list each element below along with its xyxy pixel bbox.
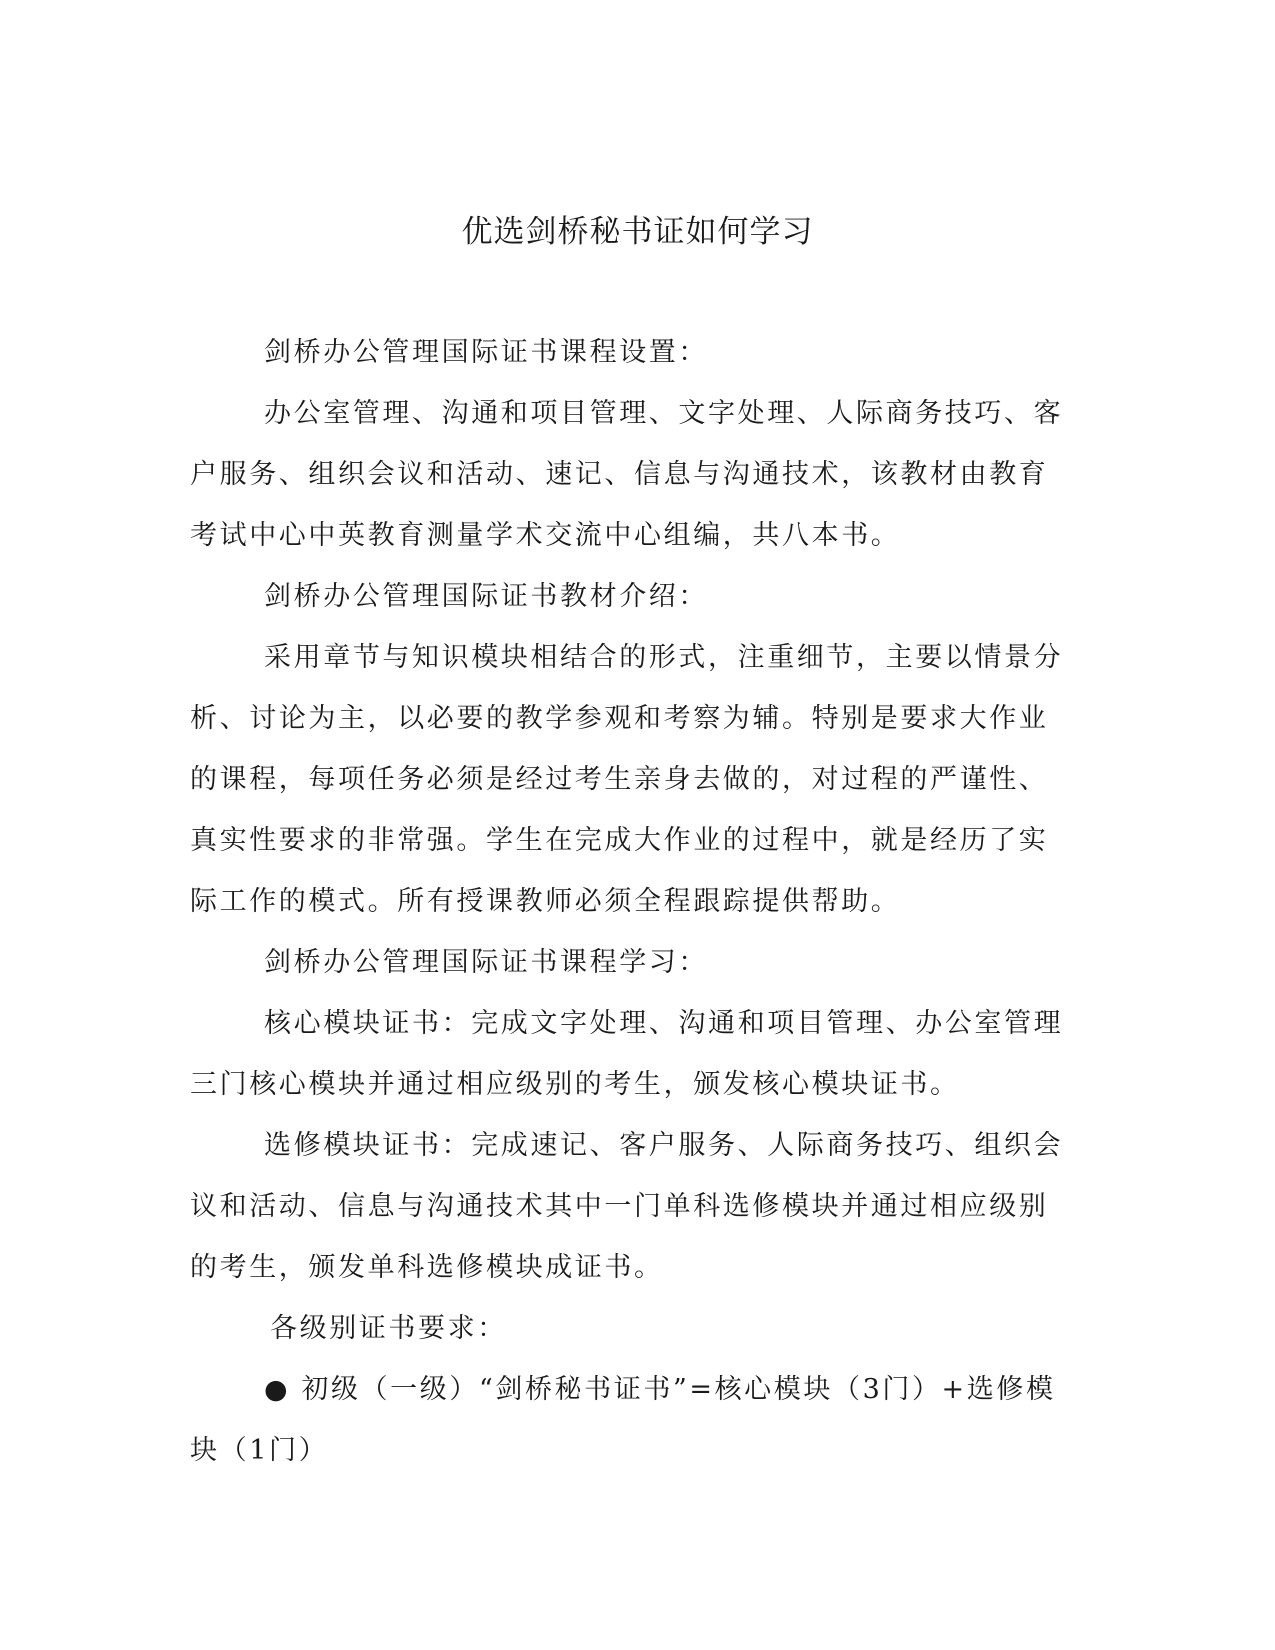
page-title: 优选剑桥秘书证如何学习	[461, 214, 814, 250]
paragraph-course-study-heading: 剑桥办公管理国际证书课程学习：	[264, 947, 708, 978]
paragraph-core-module-certificate: 核心模块证书：完成文字处理、沟通和项目管理、办公室管理三门核心模块并通过相应级别的考生，颁发核心模块证书。	[190, 1008, 1064, 1100]
paragraph-textbook-heading: 剑桥办公管理国际证书教材介绍：	[264, 581, 708, 612]
bullet-item-level-one: ● 初级（一级）“剑桥秘书证书”=核心模块（3门）+选修模块（1门）	[190, 1374, 1056, 1466]
paragraph-textbook-intro: 采用章节与知识模块相结合的形式，注重细节，主要以情景分析、讨论为主，以必要的教学参观和考察为辅。特别是要求大作业的课程，每项任务必须是经过考生亲身去做的，对过程的严谨性、真实性要求的非常强。学生在完成大作业的过程中，就是经历了实际工作的模式。所有授课教师必须全程跟踪提供帮助。	[190, 642, 1064, 917]
paragraph-course-list: 办公室管理、沟通和项目管理、文字处理、人际商务技巧、客户服务、组织会议和活动、速记、信息与沟通技术，该教材由教育考试中心中英教育测量学术交流中心组编，共八本书。	[190, 398, 1064, 551]
paragraph-elective-module-certificate: 选修模块证书：完成速记、客户服务、人际商务技巧、组织会议和活动、信息与沟通技术其中一门单科选修模块并通过相应级别的考生，颁发单科选修模块成证书。	[190, 1130, 1064, 1283]
document-body	[190, 322, 1070, 1481]
paragraph-course-setup-heading: 剑桥办公管理国际证书课程设置：	[264, 337, 708, 368]
paragraph-level-requirements-heading: 各级别证书要求：	[270, 1313, 507, 1344]
